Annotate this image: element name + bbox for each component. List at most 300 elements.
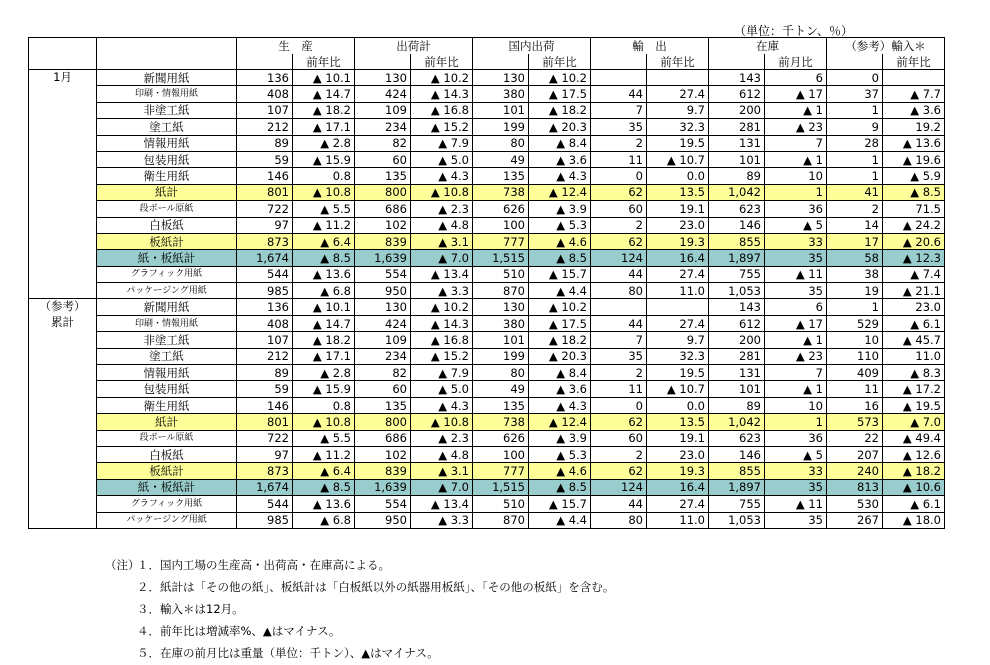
change-cell: ▲ 20.6 xyxy=(883,233,945,249)
change-cell: ▲ 20.3 xyxy=(529,348,591,364)
value-cell: 612 xyxy=(709,86,765,102)
value-cell: 0 xyxy=(591,397,647,413)
row-category: パッケージング用紙 xyxy=(97,512,237,528)
note-line: ２．紙計は「その他の紙」、板紙計は「白板紙以外の紙器用板紙」、「その他の板紙」を含む。 xyxy=(137,580,615,594)
column-group-header: 在庫 xyxy=(709,38,827,55)
value-cell: 544 xyxy=(237,496,293,512)
change-cell: ▲ 5.5 xyxy=(293,430,355,446)
change-cell: ▲ 16.8 xyxy=(411,102,473,118)
header-blank xyxy=(29,38,97,55)
change-cell: ▲ 10.7 xyxy=(647,381,709,397)
section-label-cell xyxy=(29,266,97,282)
change-cell xyxy=(883,70,945,86)
change-cell: ▲ 10.2 xyxy=(411,70,473,86)
value-cell: 424 xyxy=(355,315,411,331)
value-cell: 1 xyxy=(827,299,883,315)
row-category: 板紙計 xyxy=(97,463,237,479)
value-cell: 612 xyxy=(709,315,765,331)
unit-label: （単位：千トン、％） xyxy=(734,24,854,38)
value-cell: 554 xyxy=(355,496,411,512)
value-cell: 626 xyxy=(473,201,529,217)
row-category: 紙計 xyxy=(97,414,237,430)
change-cell: ▲ 7.0 xyxy=(883,414,945,430)
value-cell: 60 xyxy=(355,381,411,397)
section-label-cell xyxy=(29,119,97,135)
header-blank xyxy=(237,54,293,70)
change-cell: ▲ 7.9 xyxy=(411,365,473,381)
value-cell: 130 xyxy=(473,70,529,86)
value-cell: 801 xyxy=(237,184,293,200)
change-cell: 23.0 xyxy=(883,299,945,315)
table-row xyxy=(29,446,945,462)
value-cell: 755 xyxy=(709,496,765,512)
change-cell: ▲ 12.6 xyxy=(883,446,945,462)
value-cell: 35 xyxy=(591,348,647,364)
table-row xyxy=(29,381,945,397)
header-blank xyxy=(97,54,237,70)
value-cell: 107 xyxy=(237,332,293,348)
change-cell: ▲ 13.6 xyxy=(293,496,355,512)
section-label-cell xyxy=(29,233,97,249)
value-cell: 62 xyxy=(591,184,647,200)
table-row xyxy=(29,168,945,184)
value-cell: 1 xyxy=(827,168,883,184)
value-cell: 28 xyxy=(827,135,883,151)
value-cell: 101 xyxy=(473,332,529,348)
value-cell: 2 xyxy=(591,135,647,151)
change-cell: ▲ 4.3 xyxy=(529,168,591,184)
value-cell: 7 xyxy=(591,332,647,348)
change-cell: ▲ 1 xyxy=(765,151,827,167)
change-cell: ▲ 16.8 xyxy=(411,332,473,348)
change-cell: ▲ 18.2 xyxy=(293,102,355,118)
change-cell: 35 xyxy=(765,250,827,266)
value-cell: 89 xyxy=(237,365,293,381)
change-cell: ▲ 8.5 xyxy=(293,479,355,495)
value-cell: 11 xyxy=(591,151,647,167)
value-cell: 62 xyxy=(591,233,647,249)
column-group-header: 国内出荷 xyxy=(473,38,591,55)
change-cell: 23.0 xyxy=(647,446,709,462)
value-cell: 49 xyxy=(473,381,529,397)
value-cell: 97 xyxy=(237,217,293,233)
row-category: 段ボール原紙 xyxy=(97,201,237,217)
column-group-header: 生 産 xyxy=(237,38,355,55)
section-label-cell xyxy=(29,381,97,397)
value-cell: 49 xyxy=(473,151,529,167)
section-label-cell xyxy=(29,496,97,512)
value-cell: 1,897 xyxy=(709,479,765,495)
change-cell: ▲ 6.8 xyxy=(293,512,355,528)
row-category: 白板紙 xyxy=(97,446,237,462)
change-cell: ▲ 17.1 xyxy=(293,348,355,364)
value-cell: 60 xyxy=(355,151,411,167)
change-cell: 9.7 xyxy=(647,332,709,348)
change-cell: ▲ 2.3 xyxy=(411,430,473,446)
change-cell: ▲ 15.9 xyxy=(293,151,355,167)
value-cell: 80 xyxy=(473,365,529,381)
value-cell: 124 xyxy=(591,479,647,495)
section-label-cell xyxy=(29,201,97,217)
value-cell: 124 xyxy=(591,250,647,266)
change-cell: ▲ 11 xyxy=(765,266,827,282)
value-cell: 1,515 xyxy=(473,479,529,495)
change-cell: ▲ 15.7 xyxy=(529,496,591,512)
value-cell: 409 xyxy=(827,365,883,381)
change-cell: ▲ 12.3 xyxy=(883,250,945,266)
table-row xyxy=(29,463,945,479)
value-cell: 2 xyxy=(591,217,647,233)
change-cell: 27.4 xyxy=(647,496,709,512)
change-cell: ▲ 4.6 xyxy=(529,233,591,249)
row-category: グラフィック用紙 xyxy=(97,496,237,512)
change-cell: ▲ 49.4 xyxy=(883,430,945,446)
change-cell: 19.1 xyxy=(647,430,709,446)
section-label-cell xyxy=(29,463,97,479)
value-cell: 267 xyxy=(827,512,883,528)
section-label-cell xyxy=(29,86,97,102)
value-cell: 59 xyxy=(237,151,293,167)
change-cell: ▲ 11.2 xyxy=(293,446,355,462)
row-category: 情報用紙 xyxy=(97,365,237,381)
change-cell: ▲ 8.5 xyxy=(293,250,355,266)
change-cell: ▲ 15.9 xyxy=(293,381,355,397)
change-cell: ▲ 8.5 xyxy=(883,184,945,200)
column-subheader: 前年比 xyxy=(647,54,709,70)
value-cell: 2 xyxy=(591,365,647,381)
change-cell: ▲ 14.3 xyxy=(411,315,473,331)
change-cell: 33 xyxy=(765,233,827,249)
value-cell: 58 xyxy=(827,250,883,266)
change-cell: ▲ 2.8 xyxy=(293,135,355,151)
change-cell: ▲ 17.5 xyxy=(529,315,591,331)
value-cell: 281 xyxy=(709,348,765,364)
value-cell: 200 xyxy=(709,102,765,118)
change-cell: ▲ 18.0 xyxy=(883,512,945,528)
note-line: ５．在庫の前月比は重量（単位：千トン）、▲はマイナス。 xyxy=(137,646,439,660)
value-cell: 82 xyxy=(355,365,411,381)
change-cell: 36 xyxy=(765,430,827,446)
section-label-cell xyxy=(29,184,97,200)
change-cell: ▲ 13.6 xyxy=(293,266,355,282)
value-cell: 839 xyxy=(355,463,411,479)
change-cell: ▲ 1 xyxy=(765,332,827,348)
table-row xyxy=(29,299,945,315)
note-line: １．国内工場の生産高・出荷高・在庫高による。 xyxy=(137,558,390,572)
table-row xyxy=(29,496,945,512)
value-cell: 199 xyxy=(473,119,529,135)
value-cell: 110 xyxy=(827,348,883,364)
value-cell: 135 xyxy=(473,168,529,184)
change-cell: ▲ 3.6 xyxy=(883,102,945,118)
value-cell: 11 xyxy=(827,381,883,397)
value-cell: 380 xyxy=(473,315,529,331)
change-cell: ▲ 14.7 xyxy=(293,86,355,102)
change-cell: ▲ 8.4 xyxy=(529,365,591,381)
value-cell: 17 xyxy=(827,233,883,249)
header-blank xyxy=(355,54,411,70)
change-cell: ▲ 10.8 xyxy=(411,184,473,200)
value-cell: 89 xyxy=(709,397,765,413)
change-cell: ▲ 12.4 xyxy=(529,184,591,200)
row-category: 段ボール原紙 xyxy=(97,430,237,446)
row-category: 新聞用紙 xyxy=(97,70,237,86)
change-cell: ▲ 1 xyxy=(765,102,827,118)
table-row xyxy=(29,70,945,86)
change-cell: ▲ 17 xyxy=(765,86,827,102)
value-cell: 60 xyxy=(591,430,647,446)
change-cell: ▲ 8.4 xyxy=(529,135,591,151)
change-cell: 32.3 xyxy=(647,348,709,364)
table-row xyxy=(29,512,945,528)
change-cell: ▲ 10.2 xyxy=(529,70,591,86)
note-line: ３．輸入＊は12月。 xyxy=(137,602,244,616)
value-cell: 207 xyxy=(827,446,883,462)
value-cell: 199 xyxy=(473,348,529,364)
change-cell: ▲ 5.0 xyxy=(411,151,473,167)
value-cell: 60 xyxy=(591,201,647,217)
change-cell: 27.4 xyxy=(647,86,709,102)
value-cell: 44 xyxy=(591,86,647,102)
change-cell: ▲ 3.6 xyxy=(529,381,591,397)
value-cell: 146 xyxy=(709,446,765,462)
value-cell: 985 xyxy=(237,512,293,528)
value-cell: 41 xyxy=(827,184,883,200)
change-cell: ▲ 14.3 xyxy=(411,86,473,102)
value-cell: 59 xyxy=(237,381,293,397)
column-subheader: 前年比 xyxy=(293,54,355,70)
header-blank xyxy=(473,54,529,70)
change-cell: 16.4 xyxy=(647,250,709,266)
change-cell: ▲ 13.4 xyxy=(411,266,473,282)
value-cell: 1,639 xyxy=(355,250,411,266)
table-row xyxy=(29,201,945,217)
change-cell: ▲ 10.2 xyxy=(529,299,591,315)
table-row xyxy=(29,86,945,102)
row-category: 印刷・情報用紙 xyxy=(97,86,237,102)
change-cell: ▲ 10.7 xyxy=(647,151,709,167)
value-cell: 102 xyxy=(355,217,411,233)
header-blank xyxy=(97,38,237,55)
value-cell: 1 xyxy=(827,151,883,167)
change-cell: 7 xyxy=(765,135,827,151)
value-cell: 62 xyxy=(591,414,647,430)
row-category: 紙・板紙計 xyxy=(97,479,237,495)
change-cell: 23.0 xyxy=(647,217,709,233)
change-cell: ▲ 12.4 xyxy=(529,414,591,430)
change-cell: ▲ 1 xyxy=(765,381,827,397)
row-category: 情報用紙 xyxy=(97,135,237,151)
value-cell: 530 xyxy=(827,496,883,512)
value-cell: 143 xyxy=(709,70,765,86)
value-cell: 80 xyxy=(591,283,647,299)
value-cell: 62 xyxy=(591,463,647,479)
row-category: パッケージング用紙 xyxy=(97,283,237,299)
value-cell: 1,042 xyxy=(709,184,765,200)
change-cell: ▲ 13.6 xyxy=(883,135,945,151)
note-line: ４．前年比は増減率%、▲はマイナス。 xyxy=(137,624,341,638)
paper-statistics-table xyxy=(28,37,945,529)
value-cell: 855 xyxy=(709,233,765,249)
value-cell: 573 xyxy=(827,414,883,430)
row-category: 新聞用紙 xyxy=(97,299,237,315)
change-cell: 35 xyxy=(765,479,827,495)
change-cell: ▲ 6.4 xyxy=(293,463,355,479)
section-label-cell xyxy=(29,479,97,495)
section-label-cell xyxy=(29,332,97,348)
value-cell: 130 xyxy=(355,299,411,315)
section-label-cell xyxy=(29,414,97,430)
section-label-cell xyxy=(29,446,97,462)
value-cell: 130 xyxy=(473,299,529,315)
change-cell: 11.0 xyxy=(647,512,709,528)
section-label-cell xyxy=(29,283,97,299)
change-cell: ▲ 18.2 xyxy=(529,332,591,348)
value-cell: 107 xyxy=(237,102,293,118)
change-cell: ▲ 7.0 xyxy=(411,250,473,266)
row-category: 紙計 xyxy=(97,184,237,200)
change-cell xyxy=(647,70,709,86)
change-cell: 36 xyxy=(765,201,827,217)
table-row xyxy=(29,119,945,135)
section-label: （参考） xyxy=(29,299,97,315)
value-cell: 38 xyxy=(827,266,883,282)
change-cell: ▲ 3.9 xyxy=(529,201,591,217)
row-category: 塗工紙 xyxy=(97,119,237,135)
section-label-cell xyxy=(29,512,97,528)
value-cell: 89 xyxy=(709,168,765,184)
value-cell: 2 xyxy=(591,446,647,462)
value-cell: 102 xyxy=(355,446,411,462)
section-label-cell xyxy=(29,250,97,266)
value-cell: 131 xyxy=(709,135,765,151)
value-cell: 950 xyxy=(355,512,411,528)
change-cell: ▲ 7.7 xyxy=(883,86,945,102)
value-cell: 16 xyxy=(827,397,883,413)
value-cell: 136 xyxy=(237,299,293,315)
value-cell: 1,053 xyxy=(709,512,765,528)
column-subheader: 前年比 xyxy=(529,54,591,70)
value-cell: 44 xyxy=(591,315,647,331)
value-cell: 1,674 xyxy=(237,479,293,495)
value-cell: 855 xyxy=(709,463,765,479)
value-cell: 1,639 xyxy=(355,479,411,495)
value-cell: 146 xyxy=(237,168,293,184)
change-cell: 35 xyxy=(765,512,827,528)
value-cell: 0 xyxy=(591,168,647,184)
change-cell: 0.8 xyxy=(293,168,355,184)
value-cell: 135 xyxy=(355,397,411,413)
change-cell: ▲ 21.1 xyxy=(883,283,945,299)
value-cell xyxy=(591,299,647,315)
change-cell: ▲ 17.2 xyxy=(883,381,945,397)
section-label: 1月 xyxy=(29,70,97,86)
table-row xyxy=(29,479,945,495)
value-cell: 9 xyxy=(827,119,883,135)
table-row xyxy=(29,250,945,266)
value-cell: 37 xyxy=(827,86,883,102)
notes-prefix: （注） xyxy=(105,558,140,572)
change-cell: ▲ 45.7 xyxy=(883,332,945,348)
value-cell: 100 xyxy=(473,217,529,233)
table-row xyxy=(29,348,945,364)
table-row xyxy=(29,430,945,446)
change-cell: 0.8 xyxy=(293,397,355,413)
value-cell: 135 xyxy=(355,168,411,184)
change-cell: ▲ 23 xyxy=(765,119,827,135)
header-row xyxy=(29,38,945,55)
section-label-cell xyxy=(29,430,97,446)
column-group-header: （参考）輸入＊ xyxy=(827,38,945,55)
value-cell: 19 xyxy=(827,283,883,299)
change-cell: ▲ 8.5 xyxy=(529,250,591,266)
section-label-cell xyxy=(29,397,97,413)
value-cell: 380 xyxy=(473,86,529,102)
change-cell: 6 xyxy=(765,299,827,315)
change-cell: 7 xyxy=(765,365,827,381)
change-cell: ▲ 8.5 xyxy=(529,479,591,495)
change-cell: ▲ 5.3 xyxy=(529,217,591,233)
change-cell: ▲ 15.2 xyxy=(411,348,473,364)
section-label-cell xyxy=(29,365,97,381)
change-cell: ▲ 5 xyxy=(765,446,827,462)
value-cell: 870 xyxy=(473,512,529,528)
change-cell: 16.4 xyxy=(647,479,709,495)
value-cell: 143 xyxy=(709,299,765,315)
value-cell: 22 xyxy=(827,430,883,446)
change-cell: 19.5 xyxy=(647,365,709,381)
change-cell: ▲ 10.8 xyxy=(293,184,355,200)
change-cell: ▲ 11.2 xyxy=(293,217,355,233)
value-cell: 44 xyxy=(591,496,647,512)
change-cell: ▲ 5.5 xyxy=(293,201,355,217)
section-label-cell xyxy=(29,135,97,151)
change-cell: 19.1 xyxy=(647,201,709,217)
change-cell: ▲ 4.8 xyxy=(411,446,473,462)
value-cell: 234 xyxy=(355,348,411,364)
change-cell: ▲ 18.2 xyxy=(529,102,591,118)
table-row xyxy=(29,135,945,151)
change-cell: ▲ 15.7 xyxy=(529,266,591,282)
row-category: 紙・板紙計 xyxy=(97,250,237,266)
change-cell: 1 xyxy=(765,184,827,200)
value-cell: 686 xyxy=(355,430,411,446)
value-cell: 801 xyxy=(237,414,293,430)
section-label-cell xyxy=(29,168,97,184)
value-cell: 800 xyxy=(355,184,411,200)
value-cell: 240 xyxy=(827,463,883,479)
change-cell: 35 xyxy=(765,283,827,299)
table-row xyxy=(29,233,945,249)
row-category: 包装用紙 xyxy=(97,381,237,397)
table-row xyxy=(29,365,945,381)
value-cell: 44 xyxy=(591,266,647,282)
change-cell: ▲ 3.6 xyxy=(529,151,591,167)
value-cell: 623 xyxy=(709,430,765,446)
subheader-row xyxy=(29,54,945,70)
value-cell: 101 xyxy=(709,151,765,167)
change-cell: ▲ 5.3 xyxy=(529,446,591,462)
value-cell: 212 xyxy=(237,348,293,364)
change-cell: ▲ 14.7 xyxy=(293,315,355,331)
value-cell: 870 xyxy=(473,283,529,299)
section-label-cell xyxy=(29,151,97,167)
header-blank xyxy=(709,54,765,70)
value-cell: 109 xyxy=(355,332,411,348)
column-subheader: 前年比 xyxy=(411,54,473,70)
change-cell: ▲ 10.1 xyxy=(293,299,355,315)
value-cell: 873 xyxy=(237,233,293,249)
